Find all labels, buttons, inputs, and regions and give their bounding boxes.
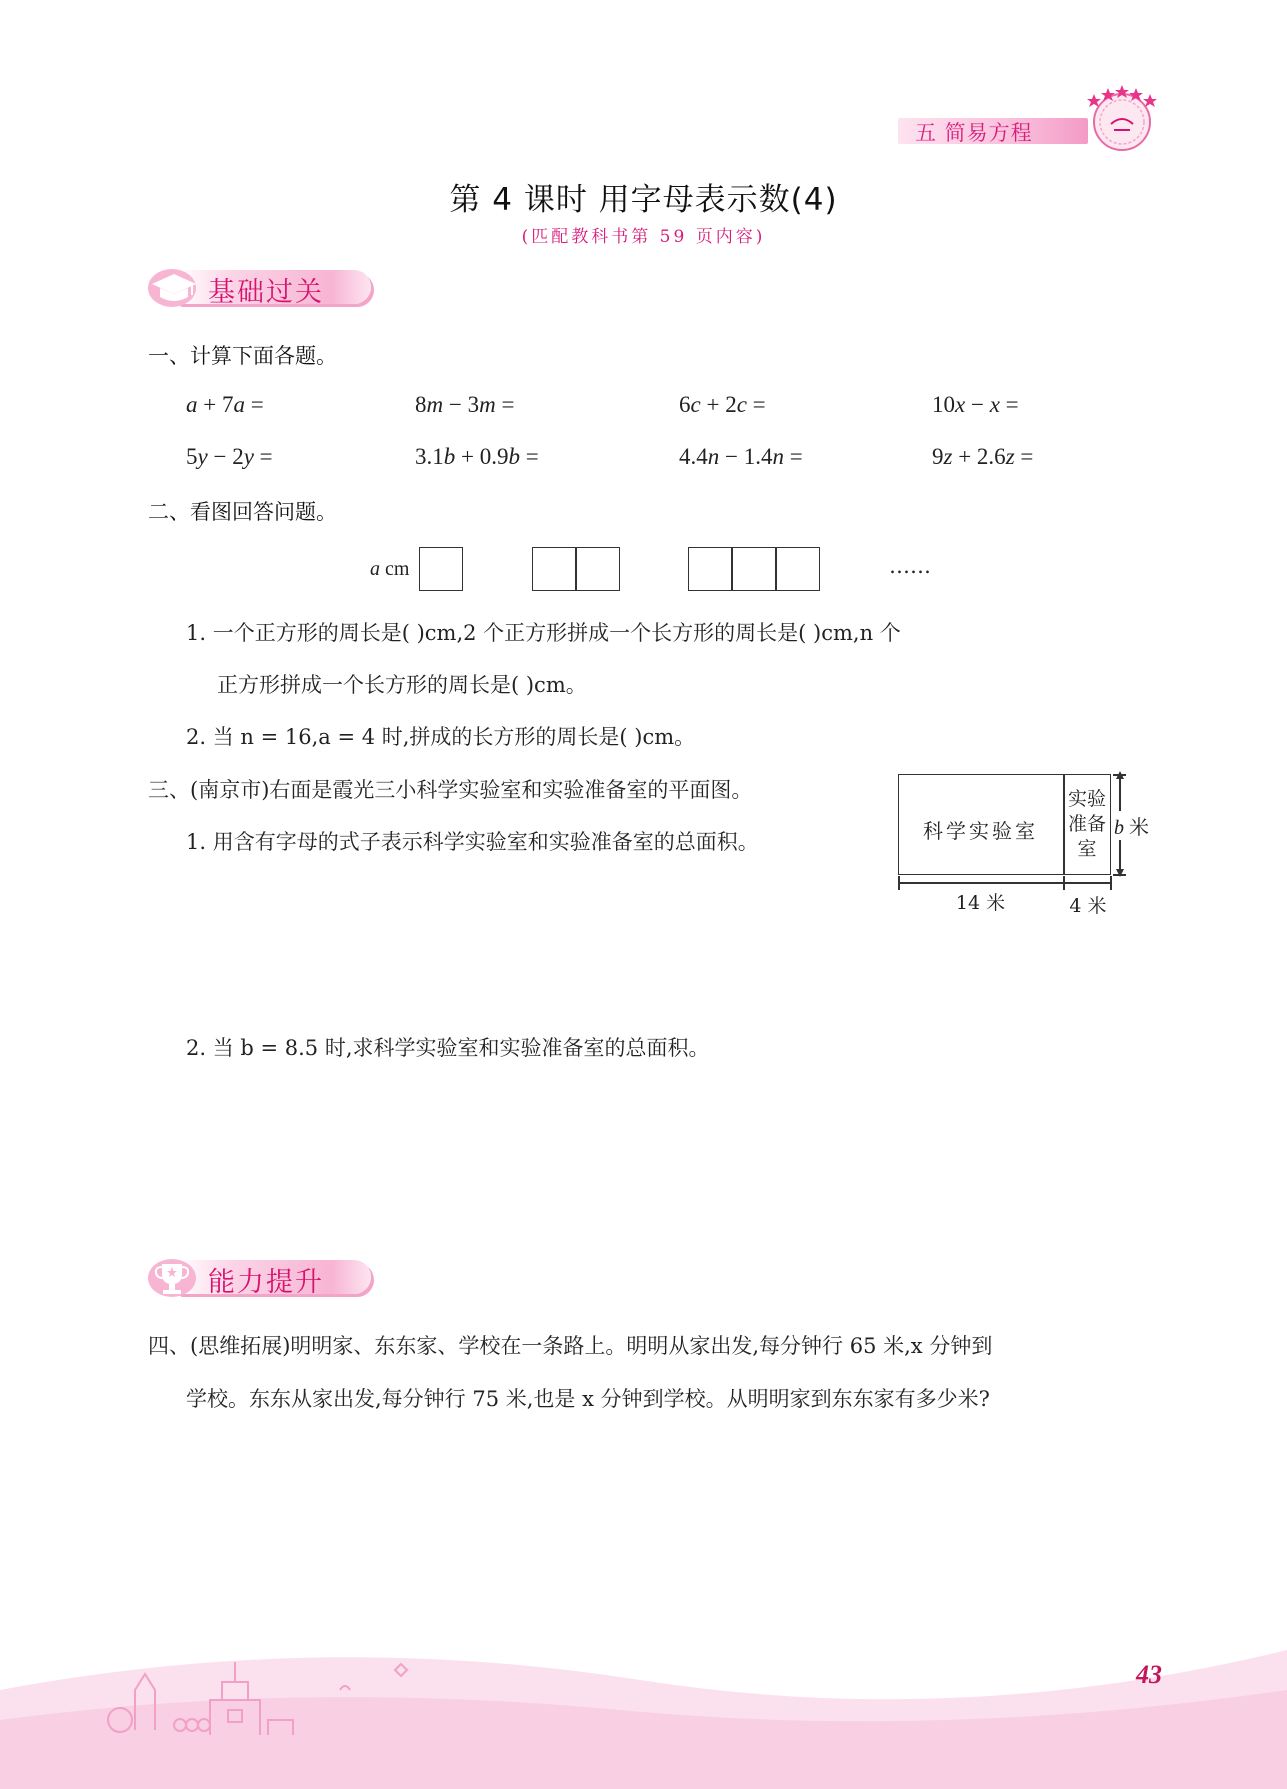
q3-sub2: 2. 当 b = 8.5 时,求科学实验室和实验准备室的总面积。: [186, 1036, 710, 1060]
section-title-basic: 基础过关: [208, 277, 324, 308]
q1-expr-1: a + 7a =: [186, 392, 264, 417]
chapter-title: 五 简易方程: [915, 121, 1033, 145]
q1-expr-5: 5y − 2y =: [186, 444, 273, 469]
trophy-icon: [146, 1254, 202, 1300]
section-banner-advanced: [146, 1252, 376, 1302]
height-label: b 米: [1112, 811, 1151, 840]
figure-ellipsis: ……: [889, 554, 931, 578]
publisher-badge-icon: [1084, 80, 1160, 156]
graduation-cap-icon: [146, 264, 202, 310]
q1-expr-8: 9z + 2.6z =: [932, 444, 1034, 469]
q1-expr-7: 4.4n − 1.4n =: [679, 444, 803, 469]
q2-sub2: 2. 当 n = 16,a = 4 时,拼成的长方形的周长是( )cm。: [186, 725, 696, 749]
lesson-subtitle: (匹配教科书第 59 页内容): [521, 227, 766, 247]
q2-sub1-line1: 1. 一个正方形的周长是( )cm,2 个正方形拼成一个长方形的周长是( )cm,n 个: [186, 621, 901, 645]
q1-expr-4: 10x − x =: [932, 392, 1019, 417]
width-label-2: 4 米: [1069, 895, 1107, 917]
section-title-advanced: 能力提升: [208, 1267, 324, 1298]
q4-line1: 四、(思维拓展)明明家、东东家、学校在一条路上。明明从家出发,每分钟行 65 米,x 分钟到: [148, 1334, 993, 1358]
q1-expr-2: 8m − 3m =: [415, 392, 515, 417]
prep-room-label: 实验 准备 室: [1067, 788, 1106, 860]
footer-decoration: [0, 1570, 1287, 1789]
square-side-label: a cm: [370, 558, 410, 580]
q1-expr-3: 6c + 2c =: [679, 392, 766, 417]
q1-expr-6: 3.1b + 0.9b =: [415, 444, 539, 469]
q1-heading: 一、计算下面各题。: [148, 344, 337, 368]
width-label-1: 14 米: [955, 892, 1006, 914]
q4-line2: 学校。东东从家出发,每分钟行 75 米,也是 x 分钟到学校。从明明家到东东家有多少米?: [186, 1387, 990, 1411]
lab-label: 科学实验室: [923, 819, 1038, 843]
q3-sub1: 1. 用含有字母的式子表示科学实验室和实验准备室的总面积。: [186, 830, 759, 854]
page-number: 43: [1136, 1660, 1162, 1689]
q2-heading: 二、看图回答问题。: [148, 500, 337, 524]
q2-sub1-line2: 正方形拼成一个长方形的周长是( )cm。: [217, 673, 587, 697]
lesson-title: 第 4 课时 用字母表示数(4): [449, 182, 838, 218]
section-banner-basic: [146, 262, 376, 312]
q3-heading: 三、(南京市)右面是霞光三小科学实验室和实验准备室的平面图。: [148, 778, 753, 802]
